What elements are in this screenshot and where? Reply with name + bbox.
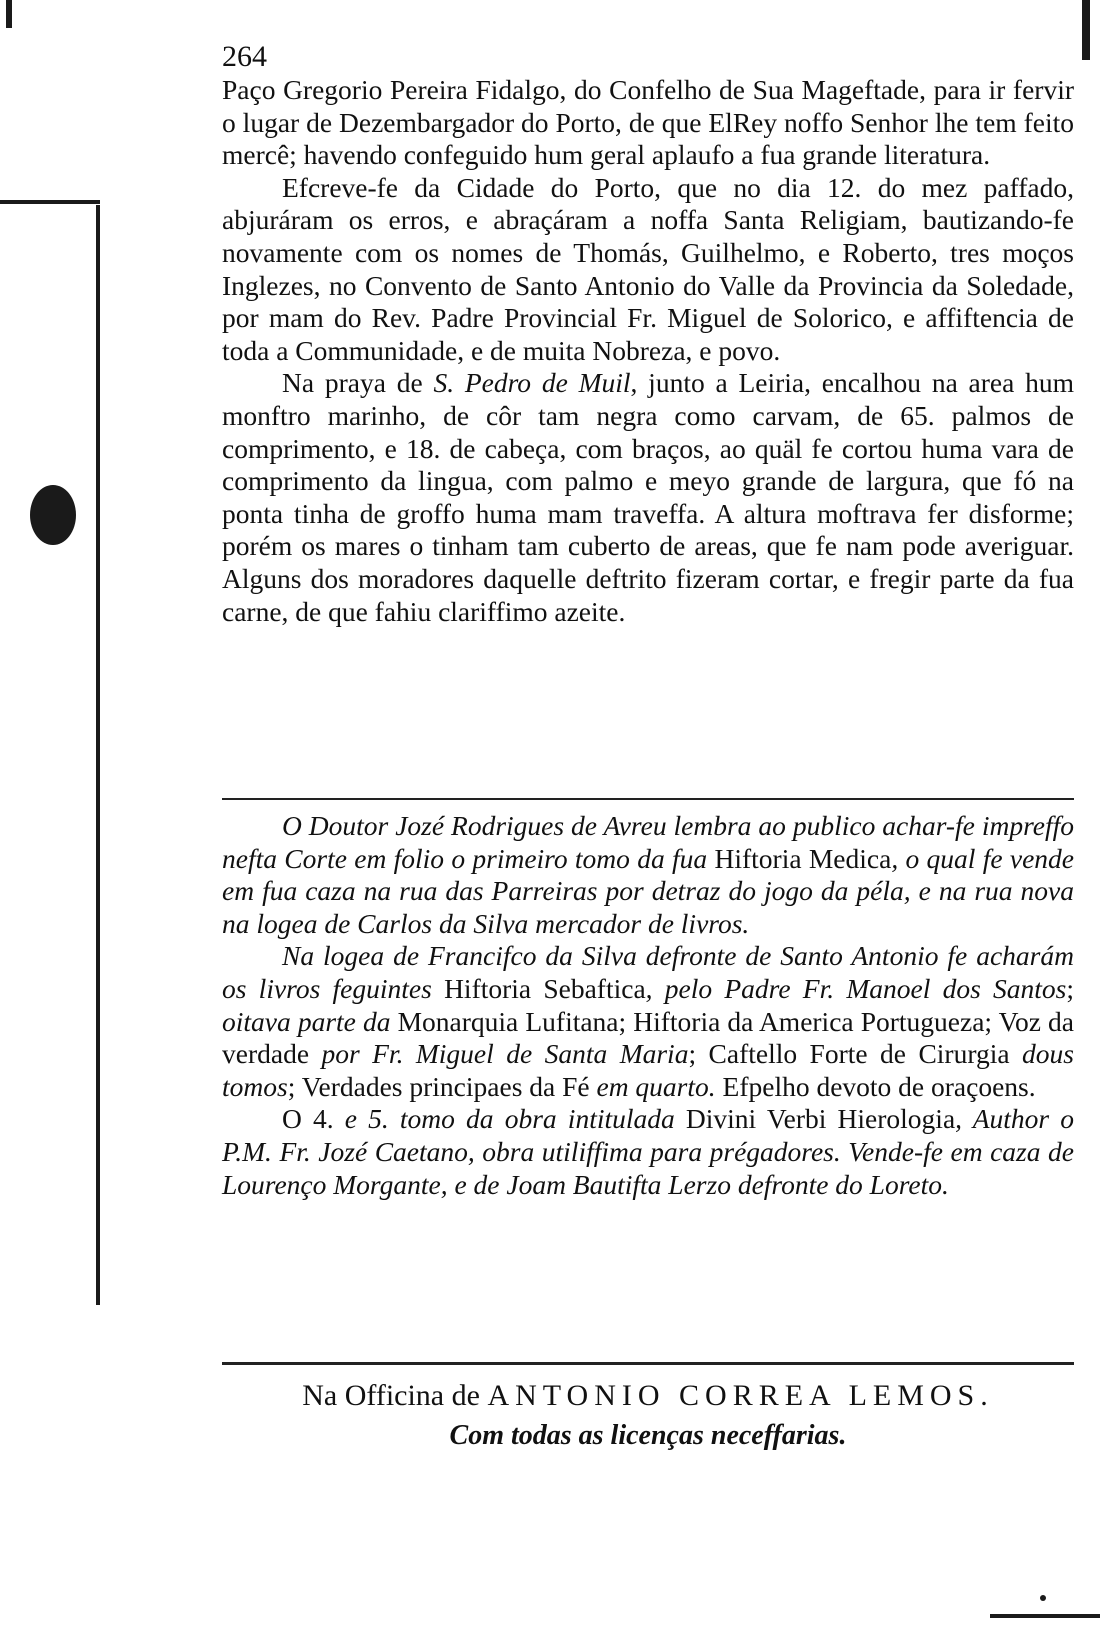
ad-2-sep: ; [1066, 972, 1074, 1004]
imprint-licence: Com todas as licenças neceffarias. [449, 1420, 847, 1451]
ad-2-text-a: Na logea de Francifco da Silva defronte de Santo Antonio fe acharám os livros feguintes [222, 940, 1074, 1004]
section-divider [222, 798, 1074, 800]
ad-2-titles: Monarquia Lufitana; Hiftoria da America Portugueza; Voz da verdade [222, 1005, 1074, 1070]
ink-blot [30, 485, 76, 545]
advertisements-section [222, 810, 1074, 1201]
page-edge-top [0, 200, 100, 204]
bottom-right-edge [990, 1614, 1100, 1618]
page-number: 264 [222, 40, 267, 73]
ad-1-title: Hiftoria Medica [714, 842, 892, 874]
ink-speck [1040, 1595, 1046, 1601]
ad-2-text-c: oitava parte da [222, 1005, 391, 1037]
ad-2-title-espelho: Efpelho devoto de oraçoens. [715, 1070, 1036, 1102]
ad-paragraph-3 [222, 1103, 1074, 1201]
news-paragraph-3-rest: , junto a Leiria, encalhou na area hum monftro marinho, de côr tam negra como carvam, de 65. palmos de comprimento, e 18. de cabeça, com braços, ao quäl fe cortou huma vara de comprimento da lingua, com palmo e meyo grande de largura, que fó na ponta tinha de groffo huma mam traveffa. A altura moftrava fer disforme; porém os mares o tinham tam cuberto de areas, que fe nam pode averiguar. Alguns dos moradores daquelle deftrito fizeram cortar, e fregir parte da fua carne, de que fahiu clariffimo azeite. [222, 367, 1075, 627]
page-edge-line [96, 205, 100, 1305]
news-section [222, 74, 1074, 628]
ad-2-title-1: Hiftoria Sebaftica [444, 972, 646, 1004]
place-name: S. Pedro de Muil [433, 367, 631, 399]
ad-2-title-verdades: ; Verdades principaes da Fé [287, 1070, 597, 1102]
news-paragraph-2: Efcreve-fe da Cidade do Porto, que no dia 12. do mez paffado, abjuráram os erros, e abraçáram a noffa Santa Religiam, bautizando-fe novamente com os nomes de Thomás, Guilhelmo, e Roberto, tres moços Inglezes, no Convento de Santo Antonio do Valle da Provincia da Soledade, por mam do Rev. Padre Provincial Fr. Miguel de Solorico, e affiftencia de toda a Communidade, e de muita Nobreza, e povo. [222, 171, 1074, 366]
ad-2-text-b: , pelo Padre Fr. Manoel dos Santos [645, 972, 1067, 1004]
margin-bar-top-right [1082, 0, 1090, 60]
ad-1-text-a: O Doutor Jozé Rodrigues de Avreu lembra ao publico achar-fe impreffo nefta Corte em folio o primeiro tomo da fua [222, 810, 1074, 874]
margin-bar-top-left [6, 0, 12, 28]
news-paragraph-3 [222, 367, 1074, 628]
news-paragraph-3-start: Na praya de [282, 367, 434, 399]
imprint-divider [222, 1362, 1074, 1365]
ad-3-title: Divini Verbi Hierologia [674, 1103, 956, 1135]
ad-2-text-f: em quarto. [596, 1070, 716, 1102]
ad-3-text-b: , Author o P.M. Fr. Jozé Caetano, obra utiliffima para prégadores. Vende-fe em caza de Lourenço Morgante, e de Joam Bautifta Lerzo defronte do Loreto. [222, 1103, 1074, 1200]
news-paragraph-1: Paço Gregorio Pereira Fidalgo, do Confelho de Sua Mageftade, para ir fervir o lugar de Dezembargador do Porto, de que ElRey noffo Senhor lhe tem feito mercê; havendo confeguido hum geral aplaufo a fua grande literatura. [222, 74, 1074, 171]
ad-2-text-d: por Fr. Miguel de Santa Maria [321, 1038, 689, 1070]
ad-3-text-a: e 5. tomo da obra intitulada [344, 1103, 675, 1135]
ad-1-text-b: , o qual fe vende em fua caza na rua das Parreiras por detraz do jogo da péla, e na rua nova na logea de Carlos da Silva mercador de livros. [222, 842, 1075, 939]
ad-paragraph-1 [222, 810, 1074, 940]
ad-2-text-e: dous tomos [222, 1038, 1074, 1102]
ad-paragraph-2 [222, 940, 1074, 1103]
printer-name: ANTONIO CORREA LEMOS. [487, 1379, 994, 1412]
ad-2-title-cirurgia: ; Caftello Forte de Cirurgia [688, 1038, 1023, 1070]
imprint-line-1 [222, 1378, 1074, 1414]
imprint-prefix: Na Officina de [302, 1379, 488, 1412]
ad-3-volume-start: O 4. [282, 1103, 345, 1135]
